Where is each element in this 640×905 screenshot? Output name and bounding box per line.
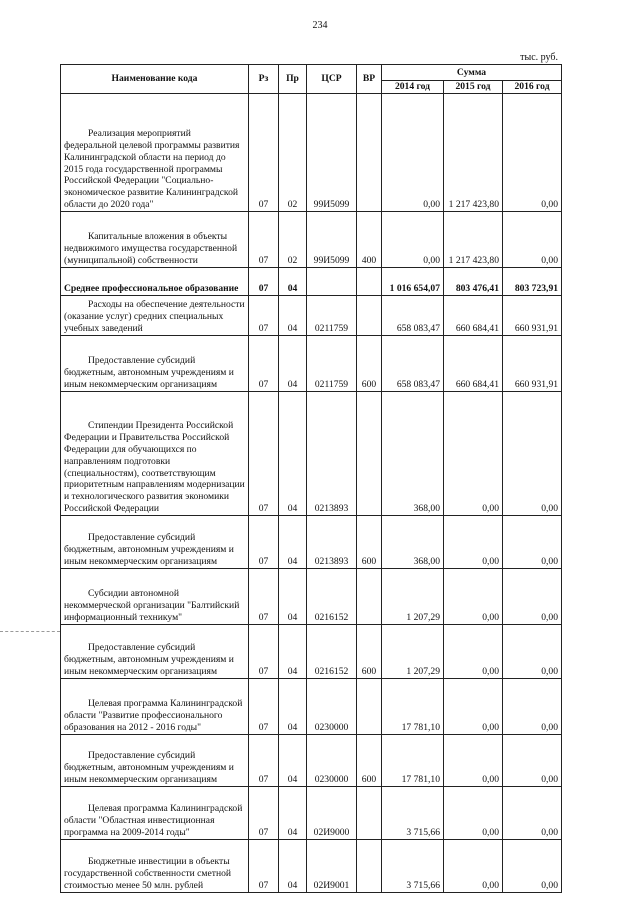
row-csr-cell <box>307 335 357 391</box>
row-pr-cell <box>279 295 307 335</box>
cell-text: 07 <box>258 827 269 838</box>
cell-text: Предоставление субсидий бюджетным, автономным учреждениям и иным некоммерческим организациям <box>64 750 234 785</box>
row-vr-cell <box>357 624 382 678</box>
cell-text: 1 207,29 <box>406 666 440 677</box>
row-pr-cell <box>279 786 307 839</box>
cell-text: 803 723,91 <box>514 283 559 294</box>
cell-text: 0,00 <box>541 666 559 677</box>
row-name-cell <box>61 734 249 786</box>
row-csr-cell <box>307 786 357 839</box>
row-pr-cell <box>279 734 307 786</box>
row-rz-cell <box>249 678 279 734</box>
cell-text: 660 931,91 <box>514 379 559 390</box>
table-row <box>61 678 562 734</box>
units-label: тыс. руб. <box>520 52 558 63</box>
row-pr-cell <box>279 624 307 678</box>
cell-text: 1 217 423,80 <box>448 255 499 266</box>
cell-text: 07 <box>258 880 269 891</box>
row-rz-cell <box>249 568 279 624</box>
row-name-cell <box>61 335 249 391</box>
table-row <box>61 93 562 211</box>
cell-text: Предоставление субсидий бюджетным, автономным учреждениям и иным некоммерческим организациям <box>64 532 234 567</box>
row-2016-cell <box>503 678 562 734</box>
cell-text: 0,00 <box>541 255 559 266</box>
table-row <box>61 839 562 892</box>
row-2014-cell <box>382 93 444 211</box>
cell-text: 0,00 <box>541 199 559 210</box>
row-csr-cell <box>307 391 357 515</box>
row-pr-cell <box>279 678 307 734</box>
cell-text: 0,00 <box>541 722 559 733</box>
row-rz-cell <box>249 93 279 211</box>
row-2015-cell <box>444 568 503 624</box>
row-2015-cell <box>444 786 503 839</box>
table-row <box>61 734 562 786</box>
cell-text: 07 <box>258 323 269 334</box>
row-csr-cell <box>307 211 357 267</box>
cell-text: 0230000 <box>314 722 349 733</box>
cell-text: 0,00 <box>423 255 440 266</box>
header-csr: ЦСР <box>307 65 357 94</box>
cell-text: 0216152 <box>314 666 349 677</box>
row-2015-cell <box>444 839 503 892</box>
header-2016: 2016 год <box>503 81 562 94</box>
cell-text: Предоставление субсидий бюджетным, автономным учреждениям и иным некоммерческим организациям <box>64 642 234 677</box>
row-vr-cell <box>357 391 382 515</box>
cell-text: 04 <box>287 827 298 838</box>
row-2016-cell <box>503 624 562 678</box>
table-row <box>61 211 562 267</box>
cell-text: 07 <box>258 774 269 785</box>
cell-text: Расходы на обеспечение деятельности (оказание услуг) средних специальных учебных заведений <box>64 299 245 334</box>
cell-text: 07 <box>258 199 269 210</box>
cell-text: 02 <box>287 255 298 266</box>
cell-text: 07 <box>258 503 269 514</box>
cell-text: Реализация мероприятий федеральной целевой программы развития Калининградской области на период до 2015 года государственной программы Российской Федерации "Социально-экономическое развитие Калининградской области до 2020 года" <box>64 128 240 210</box>
row-2015-cell <box>444 624 503 678</box>
header-rz: Рз <box>249 65 279 94</box>
header-sum: Сумма <box>382 65 562 81</box>
cell-text: 0211759 <box>314 323 349 334</box>
row-2016-cell <box>503 839 562 892</box>
cell-text: 0,00 <box>541 503 559 514</box>
cell-text: 0,00 <box>541 774 559 785</box>
row-vr-cell <box>357 678 382 734</box>
cell-text: 0,00 <box>541 556 559 567</box>
row-rz-cell <box>249 839 279 892</box>
row-2015-cell <box>444 391 503 515</box>
row-csr-cell <box>307 624 357 678</box>
cell-text: 04 <box>287 774 298 785</box>
cell-text: 04 <box>287 556 298 567</box>
cell-text: 07 <box>258 666 269 677</box>
row-2014-cell <box>382 786 444 839</box>
row-2014-cell <box>382 839 444 892</box>
row-vr-cell <box>357 295 382 335</box>
row-vr-cell <box>357 839 382 892</box>
row-2015-cell <box>444 335 503 391</box>
cell-text: 1 016 654,07 <box>389 283 440 294</box>
row-name-cell <box>61 515 249 568</box>
cell-text: 368,00 <box>413 503 440 514</box>
row-pr-cell <box>279 211 307 267</box>
row-name-cell <box>61 839 249 892</box>
row-name-cell <box>61 568 249 624</box>
row-name-cell <box>61 93 249 211</box>
page-number: 234 <box>312 20 328 31</box>
row-rz-cell <box>249 786 279 839</box>
cell-text: Бюджетные инвестиции в объекты государственной собственности сметной стоимостью менее 50 млн. рублей <box>64 856 232 891</box>
cell-text: 02И9000 <box>313 827 350 838</box>
row-2016-cell <box>503 515 562 568</box>
table-row <box>61 786 562 839</box>
row-rz-cell <box>249 295 279 335</box>
cell-text: 07 <box>258 379 269 390</box>
row-vr-cell <box>357 267 382 295</box>
margin-cut-line <box>0 631 60 632</box>
row-vr-cell <box>357 786 382 839</box>
row-2015-cell <box>444 211 503 267</box>
row-pr-cell <box>279 335 307 391</box>
cell-text: 600 <box>361 556 377 567</box>
cell-text: 0,00 <box>541 880 559 891</box>
table-row <box>61 624 562 678</box>
row-name-cell <box>61 267 249 295</box>
row-2014-cell <box>382 624 444 678</box>
cell-text: 04 <box>287 722 298 733</box>
cell-text: 0,00 <box>482 503 499 514</box>
row-pr-cell <box>279 267 307 295</box>
row-2014-cell <box>382 295 444 335</box>
cell-text: 02И9001 <box>313 880 350 891</box>
cell-text: 600 <box>361 666 377 677</box>
row-csr-cell <box>307 734 357 786</box>
row-rz-cell <box>249 267 279 295</box>
budget-table <box>60 64 562 893</box>
cell-text: 0,00 <box>541 612 559 623</box>
table-row <box>61 391 562 515</box>
cell-text: 04 <box>287 612 298 623</box>
row-name-cell <box>61 678 249 734</box>
row-2014-cell <box>382 267 444 295</box>
row-csr-cell <box>307 678 357 734</box>
row-name-cell <box>61 391 249 515</box>
row-vr-cell <box>357 734 382 786</box>
cell-text: 0211759 <box>314 379 349 390</box>
cell-text: 07 <box>258 556 269 567</box>
table-row <box>61 568 562 624</box>
cell-text: Стипендии Президента Российской Федерации и Правительства Российской Федерации для обучающихся по направлениям подготовки (специальностям), соответствующим приоритетным направлениям модернизации и технологического развития экономики Российской Федерации <box>64 420 245 514</box>
row-2014-cell <box>382 678 444 734</box>
row-2016-cell <box>503 295 562 335</box>
table-row <box>61 295 562 335</box>
cell-text: 04 <box>287 503 298 514</box>
cell-text: 0,00 <box>482 666 499 677</box>
table-row <box>61 335 562 391</box>
table-row <box>61 267 562 295</box>
row-2015-cell <box>444 515 503 568</box>
cell-text: 0230000 <box>314 774 349 785</box>
row-rz-cell <box>249 624 279 678</box>
cell-text: 0213893 <box>314 503 349 514</box>
row-csr-cell <box>307 295 357 335</box>
row-2016-cell <box>503 568 562 624</box>
cell-text: 0,00 <box>541 827 559 838</box>
cell-text: 0,00 <box>482 722 499 733</box>
row-pr-cell <box>279 839 307 892</box>
row-rz-cell <box>249 515 279 568</box>
row-2014-cell <box>382 734 444 786</box>
row-csr-cell <box>307 839 357 892</box>
cell-text: 658 083,47 <box>396 323 440 334</box>
cell-text: 04 <box>287 880 298 891</box>
cell-text: 368,00 <box>413 556 440 567</box>
cell-text: 0216152 <box>314 612 349 623</box>
cell-text: 07 <box>258 612 269 623</box>
cell-text: 3 715,66 <box>406 880 440 891</box>
row-2014-cell <box>382 211 444 267</box>
row-2016-cell <box>503 267 562 295</box>
row-vr-cell <box>357 515 382 568</box>
cell-text: 0,00 <box>482 827 499 838</box>
table-row <box>61 515 562 568</box>
header-pr: Пр <box>279 65 307 94</box>
cell-text: 1 207,29 <box>406 612 440 623</box>
row-rz-cell <box>249 734 279 786</box>
row-csr-cell <box>307 93 357 211</box>
row-pr-cell <box>279 93 307 211</box>
row-2016-cell <box>503 391 562 515</box>
row-2016-cell <box>503 786 562 839</box>
cell-text: 04 <box>287 666 298 677</box>
row-2014-cell <box>382 515 444 568</box>
row-2015-cell <box>444 295 503 335</box>
header-vr: ВР <box>357 65 382 94</box>
cell-text: 0,00 <box>482 556 499 567</box>
row-vr-cell <box>357 93 382 211</box>
cell-text: 02 <box>287 199 298 210</box>
row-csr-cell <box>307 267 357 295</box>
cell-text: 07 <box>258 722 269 733</box>
cell-text: Предоставление субсидий бюджетным, автономным учреждениям и иным некоммерческим организациям <box>64 355 234 390</box>
table-body <box>61 93 562 892</box>
row-csr-cell <box>307 515 357 568</box>
row-2016-cell <box>503 211 562 267</box>
cell-text: 04 <box>287 379 298 390</box>
cell-text: 803 476,41 <box>455 283 499 294</box>
row-name-cell <box>61 624 249 678</box>
cell-text: 07 <box>258 255 269 266</box>
row-2015-cell <box>444 734 503 786</box>
row-name-cell <box>61 211 249 267</box>
cell-text: 0,00 <box>423 199 440 210</box>
cell-text: Целевая программа Калининградской области "Областная инвестиционная программа на 2009-2014 годы" <box>64 803 243 838</box>
cell-text: 3 715,66 <box>406 827 440 838</box>
row-2015-cell <box>444 678 503 734</box>
cell-text: 400 <box>361 255 377 266</box>
row-rz-cell <box>249 211 279 267</box>
cell-text: Целевая программа Калининградской области "Развитие профессионального образования на 2012 - 2016 годы" <box>64 698 243 733</box>
cell-text: 0,00 <box>482 880 499 891</box>
row-2014-cell <box>382 391 444 515</box>
row-name-cell <box>61 295 249 335</box>
cell-text: 0,00 <box>482 774 499 785</box>
row-pr-cell <box>279 515 307 568</box>
row-2016-cell <box>503 93 562 211</box>
cell-text: 660 684,41 <box>455 379 499 390</box>
header-2014: 2014 год <box>382 81 444 94</box>
cell-text: 17 781,10 <box>401 774 440 785</box>
row-vr-cell <box>357 568 382 624</box>
row-vr-cell <box>357 211 382 267</box>
row-name-cell <box>61 786 249 839</box>
header-name: Наименование кода <box>61 65 249 94</box>
row-2016-cell <box>503 335 562 391</box>
row-pr-cell <box>279 391 307 515</box>
row-2014-cell <box>382 568 444 624</box>
row-rz-cell <box>249 391 279 515</box>
row-vr-cell <box>357 335 382 391</box>
cell-text: 99И5099 <box>313 255 350 266</box>
cell-text: 658 083,47 <box>396 379 440 390</box>
row-rz-cell <box>249 335 279 391</box>
row-2016-cell <box>503 734 562 786</box>
cell-text: 07 <box>258 283 269 294</box>
row-2014-cell <box>382 335 444 391</box>
cell-text: 600 <box>361 379 377 390</box>
cell-text: 600 <box>361 774 377 785</box>
header-2015: 2015 год <box>444 81 503 94</box>
cell-text: 04 <box>287 283 298 294</box>
cell-text: 660 684,41 <box>455 323 499 334</box>
row-2015-cell <box>444 267 503 295</box>
row-csr-cell <box>307 568 357 624</box>
cell-text: Среднее профессиональное образование <box>64 283 239 294</box>
cell-text: 0,00 <box>482 612 499 623</box>
cell-text: 17 781,10 <box>401 722 440 733</box>
row-pr-cell <box>279 568 307 624</box>
cell-text: 660 931,91 <box>514 323 559 334</box>
cell-text: 0213893 <box>314 556 349 567</box>
cell-text: Капитальные вложения в объекты недвижимого имущества государственной (муниципальной) собственности <box>64 231 238 266</box>
cell-text: 1 217 423,80 <box>448 199 499 210</box>
cell-text: 04 <box>287 323 298 334</box>
cell-text: 99И5099 <box>313 199 350 210</box>
cell-text: Субсидии автономной некоммерческой организации "Балтийский информационный техникум" <box>64 588 240 623</box>
row-2015-cell <box>444 93 503 211</box>
